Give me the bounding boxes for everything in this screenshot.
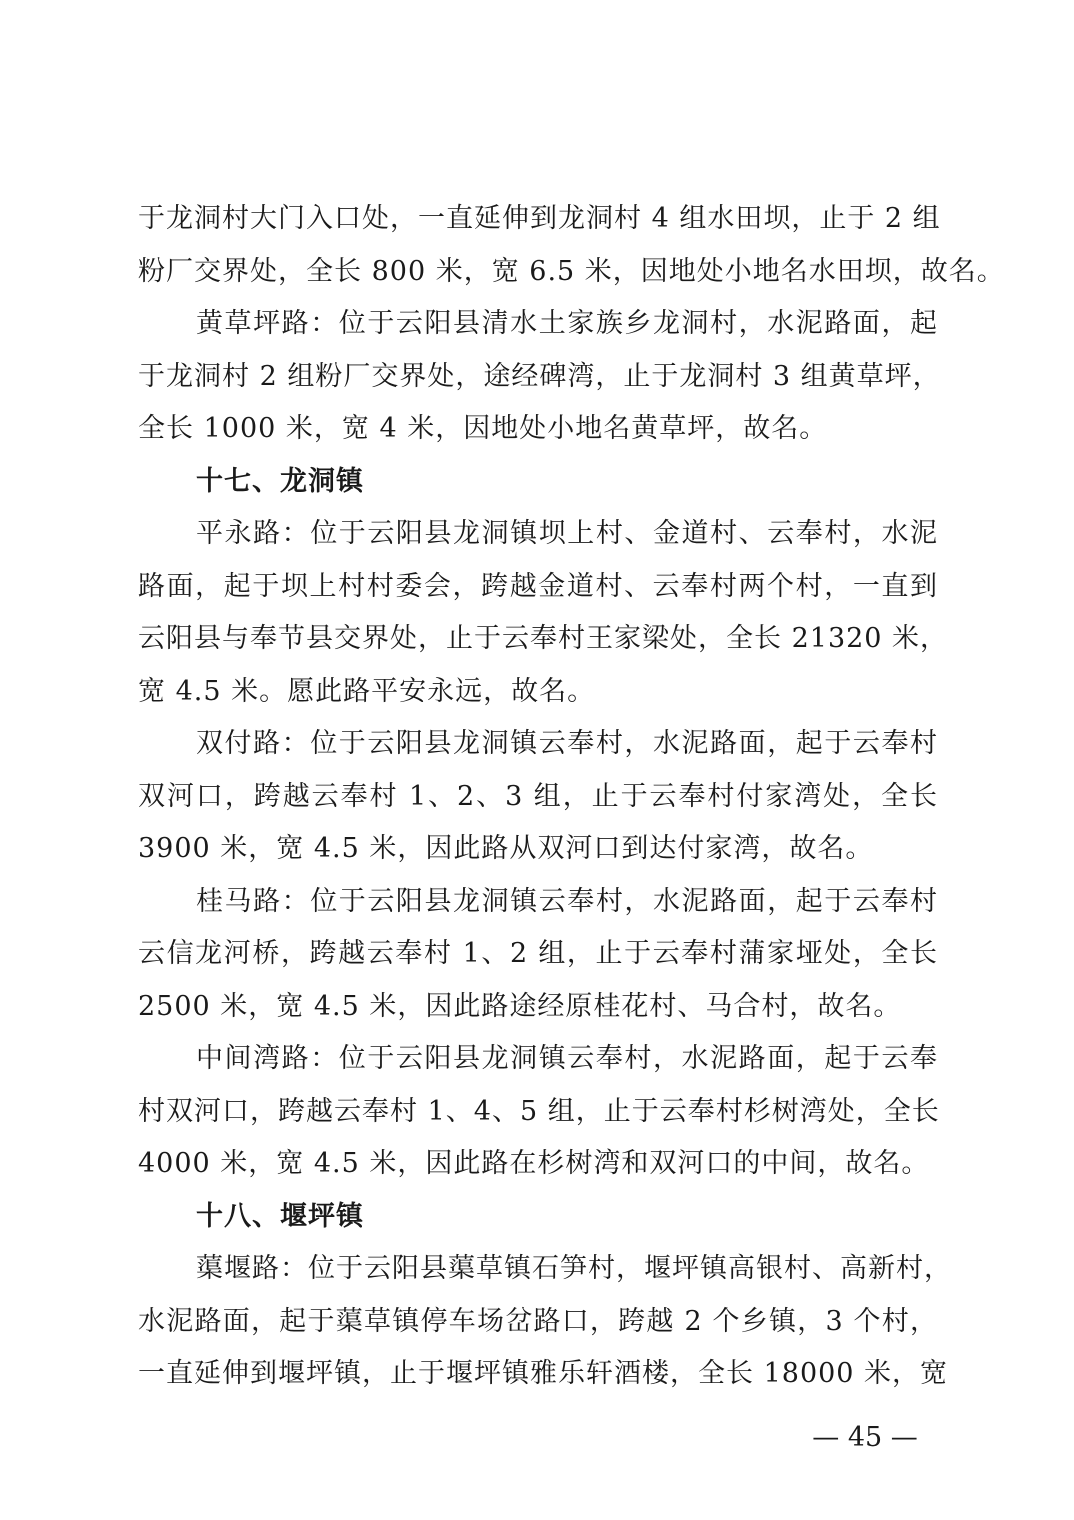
text-line: 于龙洞村 2 组粉厂交界处，途经碑湾，止于龙洞村 3 组黄草坪， [138,360,941,392]
document-page [138,193,1005,1401]
text-line: 一直延伸到堰坪镇，止于堰坪镇雅乐轩酒楼，全长 18000 米，宽 [138,1358,949,1389]
paragraph-start-line: 桂马路：位于云阳县龙洞镇云奉村，水泥路面，起于云奉村 [196,885,938,917]
text-line: 宽 4.5 米。愿此路平安永远，故名。 [138,675,596,707]
paragraph-start-line: 中间湾路：位于云阳县龙洞镇云奉村，水泥路面，起于云奉 [196,1043,938,1074]
text-line: 2500 米，宽 4.5 米，因此路途经原桂花村、马合村，故名。 [138,990,902,1022]
text-line: 云阳县与奉节县交界处，止于云奉村王家梁处，全长 21320 米， [138,623,949,654]
paragraph-start-line: 蕖堰路：位于云阳县蕖草镇石笋村，堰坪镇高银村、高新村， [196,1253,952,1284]
text-line: 3900 米，宽 4.5 米，因此路从双河口到达付家湾，故名。 [138,833,874,864]
section-heading: 十八、堰坪镇 [196,1200,364,1232]
section-heading: 十七、龙洞镇 [196,465,364,497]
text-line: 全长 1000 米，宽 4 米，因地处小地名黄草坪，故名。 [138,413,828,444]
text-line: 水泥路面，起于蕖草镇停车场岔路口，跨越 2 个乡镇，3 个村， [138,1305,938,1337]
text-line: 双河口，跨越云奉村 1、2、3 组，止于云奉村付家湾处，全长 [138,780,938,812]
text-line: 粉厂交界处，全长 800 米，宽 6.5 米，因地处小地名水田坝，故名。 [138,255,1005,287]
paragraph-start-line: 黄草坪路：位于云阳县清水土家族乡龙洞村，水泥路面，起 [196,308,938,339]
text-line: 村双河口，跨越云奉村 1、4、5 组，止于云奉村杉树湾处，全长 [138,1095,940,1127]
text-line: 云信龙河桥，跨越云奉村 1、2 组，止于云奉村蒲家垭处，全长 [138,938,938,969]
text-line: 路面，起于坝上村村委会，跨越金道村、云奉村两个村，一直到 [138,570,938,602]
page-number: — 45 — [812,1422,918,1453]
paragraph-start-line: 双付路：位于云阳县龙洞镇云奉村，水泥路面，起于云奉村 [196,728,938,759]
text-line: 4000 米，宽 4.5 米，因此路在杉树湾和双河口的中间，故名。 [138,1148,930,1179]
paragraph-start-line: 平永路：位于云阳县龙洞镇坝上村、金道村、云奉村，水泥 [196,518,938,549]
text-line: 于龙洞村大门入口处，一直延伸到龙洞村 4 组水田坝，止于 2 组 [138,203,941,234]
